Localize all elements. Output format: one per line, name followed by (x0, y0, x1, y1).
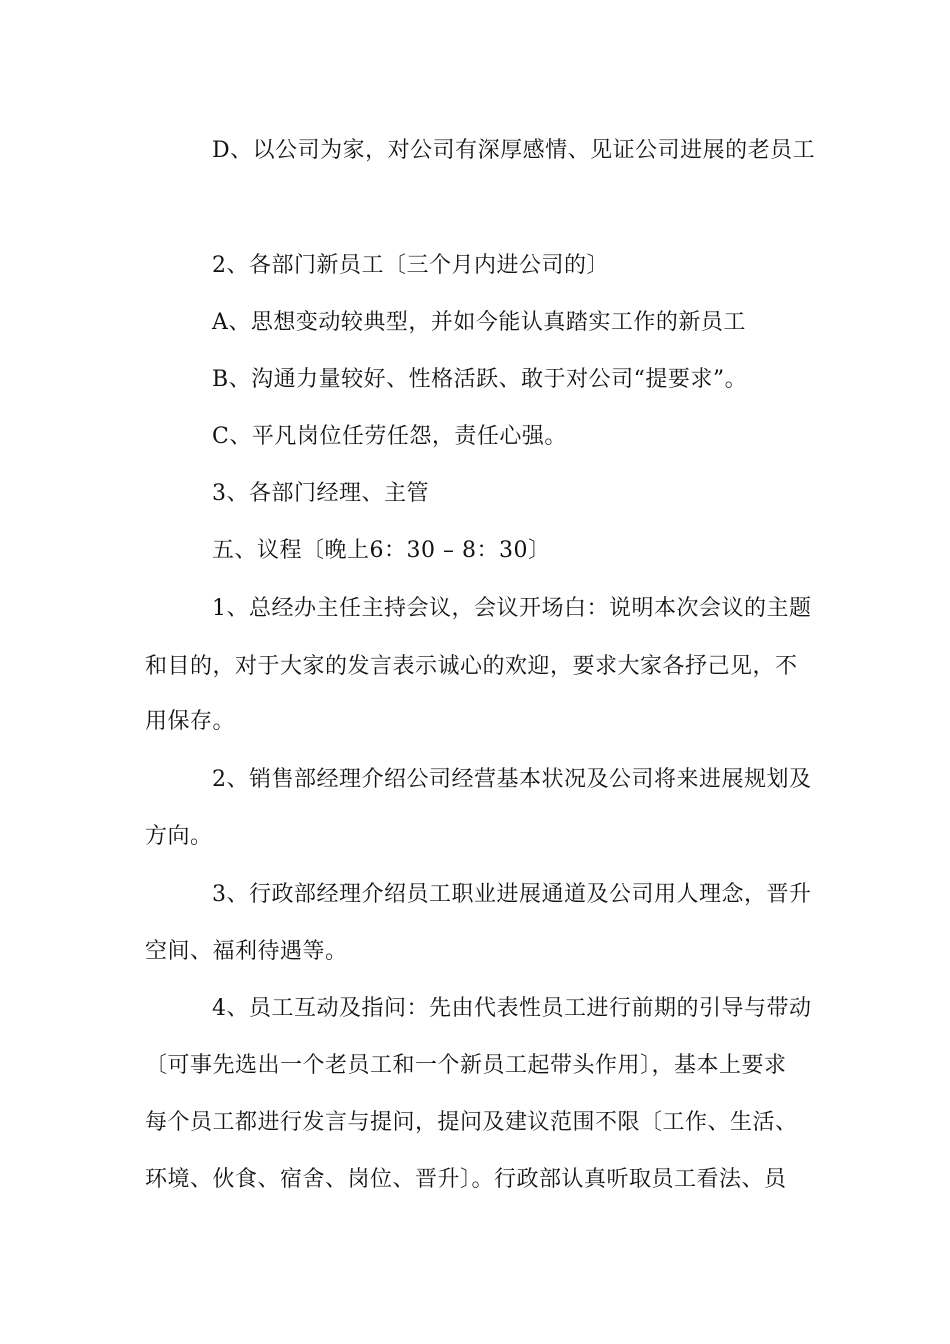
text-line: C、平凡岗位任劳任怨，责任心强。 (212, 424, 567, 449)
text-line: 和目的，对于大家的发言表示诚心的欢迎，要求大家各抒己见，不 (145, 654, 798, 679)
text-line: A、思想变动较典型，并如今能认真踏实工作的新员工 (212, 310, 746, 335)
text-line: B、沟通力量较好、性格活跃、敢于对公司“提要求”。 (212, 367, 748, 392)
text-line: 1、总经办主任主持会议，会议开场白：说明本次会议的主题 (212, 596, 812, 621)
text-line: 空间、福利待遇等。 (145, 939, 348, 964)
section-heading: 五、议程〔晚上6：30 – 8：30〕 (212, 538, 551, 563)
text-line: 3、各部门经理、主管 (212, 481, 429, 506)
text-line: 方向。 (145, 824, 213, 849)
text-line: 3、行政部经理介绍员工职业进展通道及公司用人理念，晋升 (212, 882, 812, 907)
text-line: 2、销售部经理介绍公司经营基本状况及公司将来进展规划及 (212, 767, 812, 792)
text-line: 〔可事先选出一个老员工和一个新员工起带头作用〕，基本上要求 (145, 1053, 787, 1078)
text-line: 2、各部门新员工〔三个月内进公司的〕 (212, 253, 609, 278)
text-line: 环境、伙食、宿舍、岗位、晋升〕。行政部认真听取员工看法、员 (145, 1167, 787, 1192)
text-line: D、以公司为家，对公司有深厚感情、见证公司进展的老员工 (212, 138, 816, 163)
text-line: 每个员工都进行发言与提问，提问及建议范围不限〔工作、生活、 (145, 1110, 798, 1135)
text-line: 用保存。 (145, 709, 236, 734)
text-line: 4、员工互动及指问：先由代表性员工进行前期的引导与带动 (212, 996, 812, 1021)
